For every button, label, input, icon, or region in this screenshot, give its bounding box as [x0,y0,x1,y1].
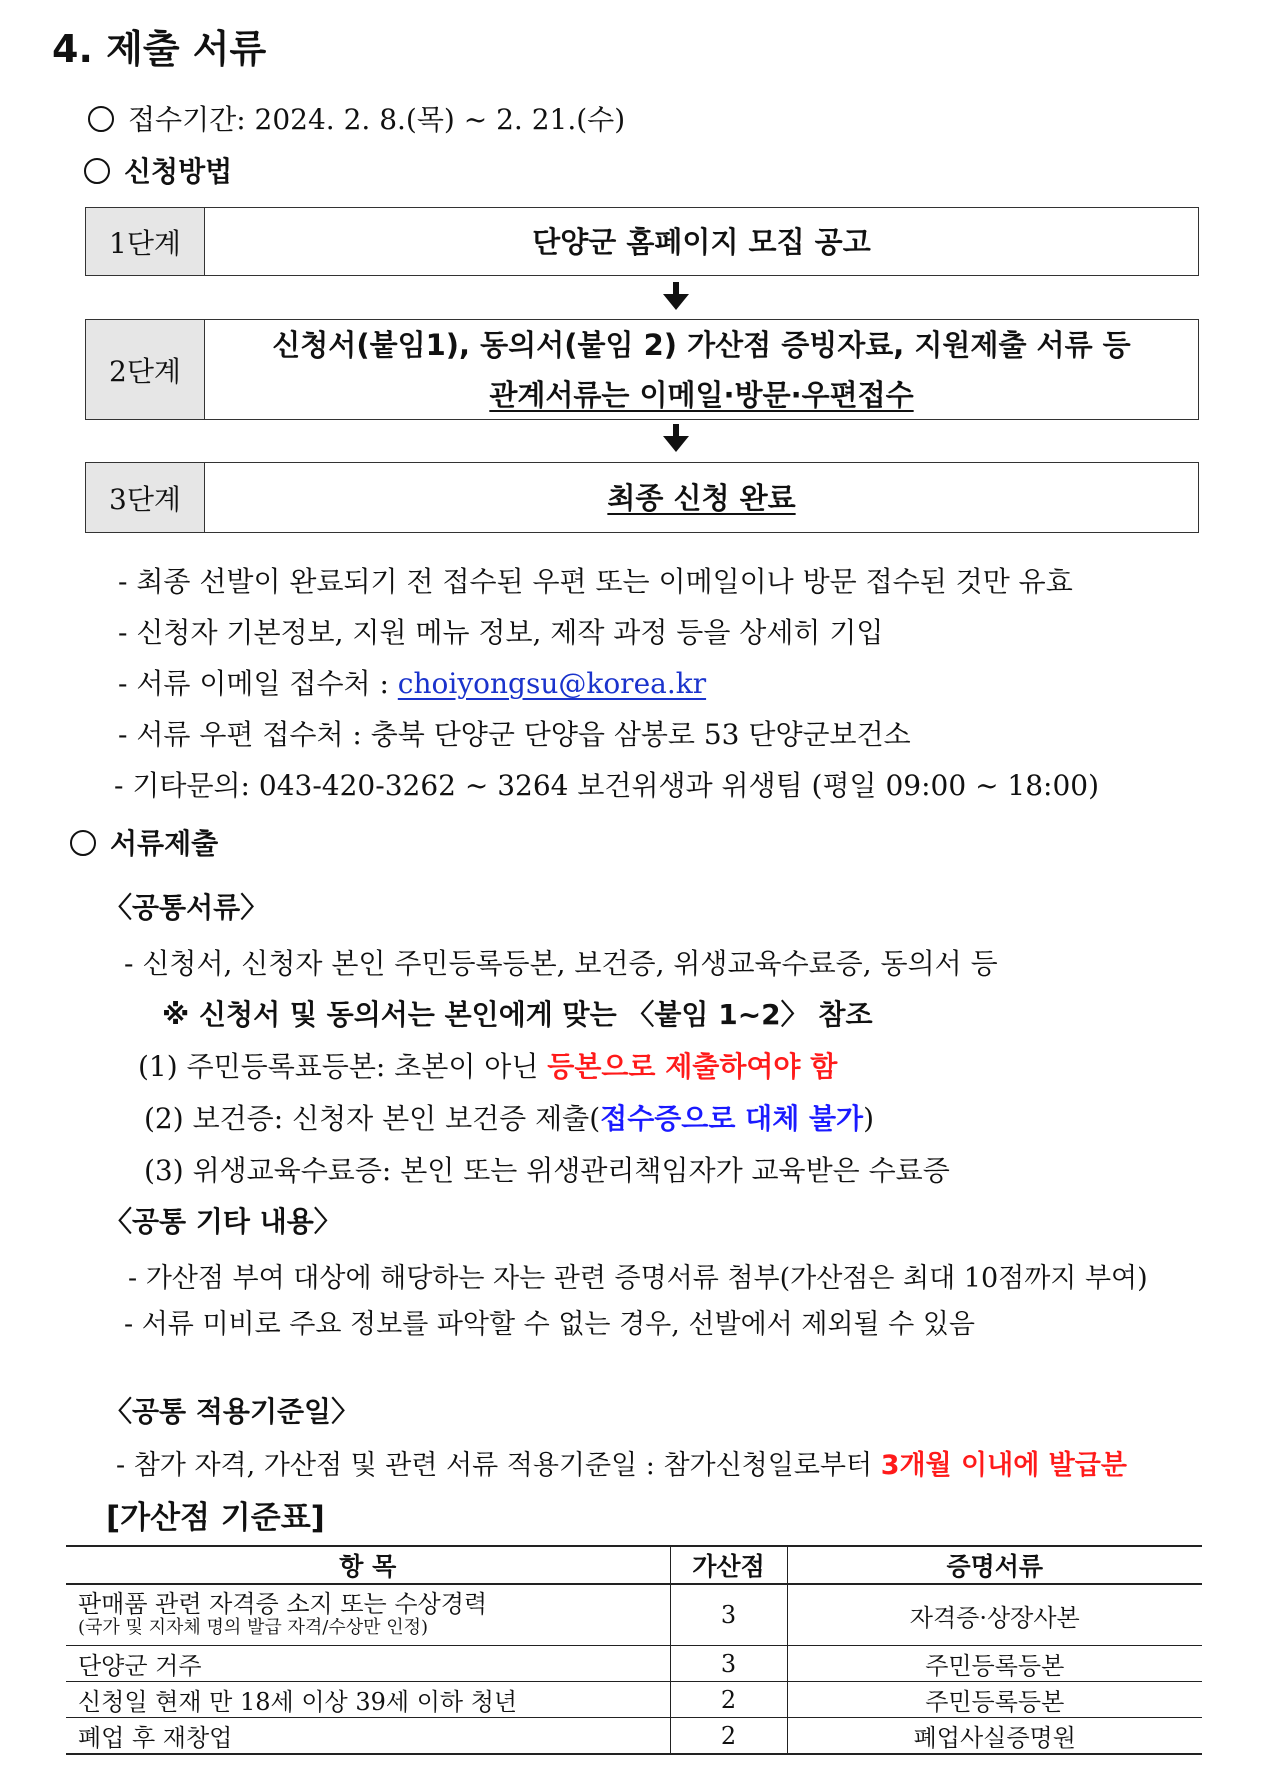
step-3-box [85,462,1199,533]
row-proof-cell: 자격증·상장사본 [787,1584,1202,1646]
period-line [88,98,625,138]
row-proof-cell: 폐업사실증명원 [787,1718,1202,1755]
arrow-down-icon [661,280,691,312]
table-header-row [66,1546,1202,1584]
section-title: 4. 제출 서류 [52,27,267,71]
common-docs-line: - 신청서, 신청자 본인 주민등록등본, 보건증, 위생교육수료증, 동의서 등 [124,947,998,980]
doc-item-2-emphasis: 접수증으로 대체 불가 [600,1102,864,1135]
common-date-emphasis: 3개월 이내에 발급분 [880,1450,1127,1481]
doc-item-1-emphasis: 등본으로 제출하여야 함 [547,1050,838,1083]
step-2-content [205,320,1198,419]
step-1-text: 단양군 홈페이지 모집 공고 [532,224,871,259]
row-proof-cell: 주민등록등본 [787,1682,1202,1718]
table-row [66,1682,1202,1718]
doc-item-2-close: ) [863,1102,875,1135]
step-1-content [205,208,1198,275]
docs-heading [70,822,218,862]
table-row [66,1646,1202,1682]
row-item-text: 판매품 관련 자격증 소지 또는 수상경력 [78,1590,488,1618]
common-other-line: - 가산점 부여 대상에 해당하는 자는 관련 증명서류 첨부(가산점은 최대 10점까지 부여) [128,1263,1148,1294]
row-points-cell: 3 [670,1646,787,1682]
step-3-content [205,463,1198,532]
column-header-item: 항 목 [66,1546,670,1584]
table-row [66,1718,1202,1755]
email-prefix: - 서류 이메일 접수처 : [118,667,398,700]
docs-heading-text: 서류제출 [110,827,219,860]
column-header-proof: 증명서류 [787,1546,1202,1584]
step-3-label: 3단계 [86,463,205,532]
common-other-line: - 서류 미비로 주요 정보를 파악할 수 없는 경우, 선발에서 제외될 수 있음 [124,1309,975,1340]
email-line [118,662,706,702]
note-line: - 기타문의: 043-420-3262 ~ 3264 보건위생과 위생팀 (평일 09:00 ~ 18:00) [114,769,1100,802]
step-2-box [85,319,1199,420]
circle-bullet-icon [70,830,96,856]
doc-item-1-text: (1) 주민등록표등본: 초본이 아닌 [138,1050,548,1083]
row-points-cell: 2 [670,1682,787,1718]
email-link[interactable]: choiyongsu@korea.kr [397,667,707,700]
period-text: 접수기간: 2024. 2. 8.(목) ~ 2. 21.(수) [128,103,626,136]
step-2-text-line2: 관계서류는 이메일·방문·우편접수 [489,377,914,412]
circle-bullet-icon [84,158,110,184]
row-proof-cell: 주민등록등본 [787,1646,1202,1682]
doc-item-1 [138,1045,837,1085]
table-row [66,1584,1202,1646]
doc-item-3: (3) 위생교육수료증: 본인 또는 위생관리책임자가 교육받은 수료증 [144,1154,950,1187]
row-item-cell: 폐업 후 재창업 [66,1718,670,1755]
doc-item-2-text: (2) 보건증: 신청자 본인 보건증 제출( [144,1102,601,1135]
note-line: - 서류 우편 접수처 : 충북 단양군 단양읍 삼봉로 53 단양군보건소 [118,718,911,751]
note-line: - 신청자 기본정보, 지원 메뉴 정보, 제작 과정 등을 상세히 기입 [118,616,884,649]
common-date-text: - 참가 자격, 가산점 및 관련 서류 적용기준일 : 참가신청일로부터 [116,1450,881,1481]
step-2-text-line1: 신청서(붙임1), 동의서(붙임 2) 가산점 증빙자료, 지원제출 서류 등 [272,327,1131,362]
arrow-down-icon [661,422,691,454]
doc-item-2 [144,1097,874,1137]
common-date-line [116,1443,1127,1482]
points-table-title: [가산점 기준표] [106,1500,325,1536]
common-other-heading: 〈공통 기타 내용〉 [104,1205,342,1238]
row-points-cell: 2 [670,1718,787,1755]
row-item-cell [66,1584,670,1646]
step-2-label: 2단계 [86,320,205,419]
step-1-box [85,207,1199,276]
row-item-cell: 단양군 거주 [66,1646,670,1682]
step-3-text: 최종 신청 완료 [607,480,796,515]
common-docs-heading: 〈공통서류〉 [104,891,269,924]
note-line: - 최종 선발이 완료되기 전 접수된 우편 또는 이메일이나 방문 접수된 것만 유효 [118,565,1073,598]
column-header-points: 가산점 [670,1546,787,1584]
row-item-note: (국가 및 지자체 명의 발급 자격/수상만 인정) [78,1617,429,1638]
method-heading-text: 신청방법 [124,155,233,188]
common-date-heading: 〈공통 적용기준일〉 [104,1395,360,1428]
method-heading [84,150,232,190]
common-docs-ref: ※ 신청서 및 동의서는 본인에게 맞는 〈붙임 1~2〉 참조 [162,998,873,1031]
circle-bullet-icon [88,106,114,132]
step-1-label: 1단계 [86,208,205,275]
points-table [66,1545,1202,1755]
row-item-cell: 신청일 현재 만 18세 이상 39세 이하 청년 [66,1682,670,1718]
row-points-cell: 3 [670,1584,787,1646]
